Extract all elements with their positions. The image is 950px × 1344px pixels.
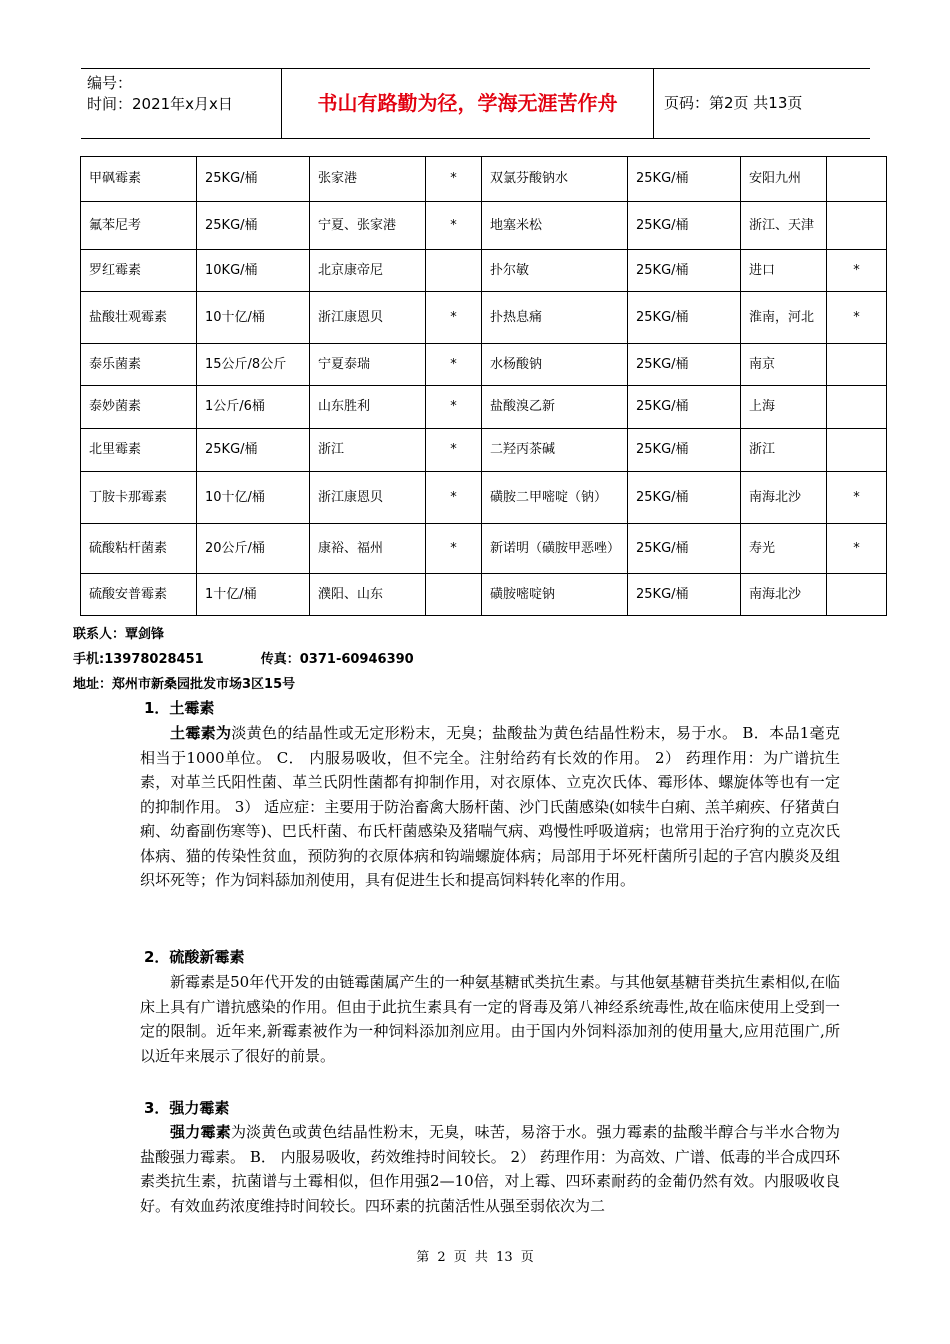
mark-cell	[827, 202, 887, 250]
contact-address: 地址：郑州市新桑园批发市场3区15号	[73, 677, 296, 692]
table-row	[81, 292, 887, 344]
product-name-cell: 扑尔敏	[482, 250, 628, 292]
table-row	[81, 157, 887, 202]
mark-cell: *	[426, 429, 482, 472]
contact-mobile: 手机:13978028451	[73, 652, 204, 667]
table-row	[81, 386, 887, 429]
mark-cell: *	[426, 386, 482, 429]
package-spec-cell: 25KG/桶	[628, 429, 741, 472]
mark-cell	[827, 429, 887, 472]
package-spec-cell: 25KG/桶	[628, 344, 741, 386]
table-row	[81, 344, 887, 386]
product-name-cell: 盐酸壮观霉素	[81, 292, 197, 344]
table-row	[81, 250, 887, 292]
mark-cell: *	[426, 157, 482, 202]
origin-cell: 寿光	[741, 524, 827, 574]
table-row	[81, 574, 887, 616]
product-name-cell: 双氯芬酸钠水	[482, 157, 628, 202]
mark-cell	[827, 344, 887, 386]
section-heading: 3．强力霉素	[144, 1099, 230, 1117]
product-name-cell: 扑热息痛	[482, 292, 628, 344]
package-spec-cell: 25KG/桶	[628, 292, 741, 344]
package-spec-cell: 10十亿/桶	[197, 292, 310, 344]
product-name-cell: 地塞米松	[482, 202, 628, 250]
mark-cell: *	[827, 292, 887, 344]
package-spec-cell: 25KG/桶	[628, 574, 741, 616]
product-name-cell: 泰妙菌素	[81, 386, 197, 429]
table-row	[81, 524, 887, 574]
section-paragraph: 新霉素是50年代开发的由链霉菌属产生的一种氨基糖甙类抗生素。与其他氨基糖苷类抗生素相似,在临床上具有广谱抗感染的作用。但由于此抗生素具有一定的肾毒及第八神经系统毒性,故在临床使用上受到一定的限制。近年来,新霉素被作为一种饲料添加剂应用。由于国内外饲料添加剂的使用量大,应用范围广,所以近年来展示了很好的前景。	[140, 973, 840, 1065]
table-row	[81, 429, 887, 472]
product-name-cell: 磺胺二甲嘧啶（钠）	[482, 472, 628, 524]
package-spec-cell: 10KG/桶	[197, 250, 310, 292]
mark-cell: *	[426, 472, 482, 524]
origin-cell: 浙江	[741, 429, 827, 472]
origin-cell: 康裕、福州	[310, 524, 426, 574]
mark-cell	[827, 157, 887, 202]
origin-cell: 上海	[741, 386, 827, 429]
package-spec-cell: 1公斤/6桶	[197, 386, 310, 429]
header-page-info: 页码：第2页 共13页	[664, 94, 803, 112]
section-paragraph: 土霉素为淡黄色的结晶性或无定形粉末，无臭；盐酸盐为黄色结晶性粉末，易于水。 B．本品1毫克相当于1000单位。 C． 内服易吸收，但不完全。注射给药有长效的作用。 2） 药理作用：为广谱抗生素，对革兰氏阳性菌、革兰氏阴性菌都有抑制作用，对衣原体、立克次氏体、霉形体、螺旋体等也有一定的抑制作用。 3） 适应症：主要用于防治畜禽大肠杆菌、沙门氏菌感染(如犊牛白痢、羔羊痢疾、仔猪黄白痢、幼畜副伤寒等)、巴氏杆菌、布氏杆菌感染及猪喘气病、鸡慢性呼吸道病；也常用于治疗狗的立克次氏体病、猫的传染性贫血，预防狗的衣原体病和钩端螺旋体病；局部用于坏死杆菌所引起的子宫内膜炎及组织坏死等；作为饲料舔加剂使用，具有促进生长和提高饲料转化率的作用。	[140, 724, 840, 889]
origin-cell: 宁夏、张家港	[310, 202, 426, 250]
origin-cell: 张家港	[310, 157, 426, 202]
product-name-cell: 甲砜霉素	[81, 157, 197, 202]
package-spec-cell: 25KG/桶	[628, 202, 741, 250]
origin-cell: 濮阳、山东	[310, 574, 426, 616]
contact-fax: 传真：0371-60946390	[260, 652, 414, 667]
package-spec-cell: 10十亿/桶	[197, 472, 310, 524]
origin-cell: 浙江	[310, 429, 426, 472]
header-number-label: 编号：	[87, 74, 133, 92]
product-name-cell: 罗红霉素	[81, 250, 197, 292]
mark-cell: *	[827, 250, 887, 292]
mark-cell	[827, 574, 887, 616]
mark-cell: *	[426, 344, 482, 386]
package-spec-cell: 1十亿/桶	[197, 574, 310, 616]
contact-mobile-fax	[73, 652, 414, 668]
package-spec-cell: 25KG/桶	[628, 386, 741, 429]
origin-cell: 安阳九州	[741, 157, 827, 202]
section-paragraph: 强力霉素为淡黄色或黄色结晶性粉末，无臭，味苦，易溶于水。强力霉素的盐酸半醇合与半水合物为盐酸强力霉素。 B． 内服易吸收，药效维持时间较长。 2） 药理作用：为高效、广谱、低毒的半合成四环素类抗生素，抗菌谱与土霉相似，但作用强2—10倍，对上霉、四环素耐药的金葡仍然有效。内服吸收良好。有效血药浓度维持时间较长。四环素的抗菌活性从强至弱依次为二	[140, 1123, 840, 1215]
origin-cell: 浙江、天津	[741, 202, 827, 250]
section-heading: 2．硫酸新霉素	[144, 948, 245, 966]
header-date: 时间：2021年x月x日	[87, 95, 233, 113]
origin-cell: 南海北沙	[741, 472, 827, 524]
package-spec-cell: 25KG/桶	[628, 472, 741, 524]
product-name-cell: 二羟丙茶碱	[482, 429, 628, 472]
package-spec-cell: 25KG/桶	[197, 157, 310, 202]
product-name-cell: 泰乐菌素	[81, 344, 197, 386]
mark-cell: *	[827, 472, 887, 524]
product-name-cell: 硫酸安普霉素	[81, 574, 197, 616]
contact-person: 联系人：覃剑锋	[73, 627, 165, 642]
page-header	[81, 68, 870, 139]
origin-cell: 北京康帝尼	[310, 250, 426, 292]
origin-cell: 南海北沙	[741, 574, 827, 616]
product-name-cell: 新诺明（磺胺甲恶唑）	[482, 524, 628, 574]
product-table	[80, 156, 887, 616]
origin-cell: 山东胜利	[310, 386, 426, 429]
mark-cell	[426, 574, 482, 616]
section-lead: 土霉素为	[170, 724, 232, 742]
page-footer: 第 2 页 共 13 页	[416, 1250, 534, 1265]
mark-cell: *	[426, 292, 482, 344]
section-lead: 强力霉素	[170, 1123, 231, 1141]
product-name-cell: 北里霉素	[81, 429, 197, 472]
table-row	[81, 472, 887, 524]
product-name-cell: 丁胺卡那霉素	[81, 472, 197, 524]
mark-cell: *	[827, 524, 887, 574]
mark-cell	[827, 386, 887, 429]
package-spec-cell: 15公斤/8公斤	[197, 344, 310, 386]
product-table-body	[81, 157, 887, 616]
mark-cell: *	[426, 524, 482, 574]
origin-cell: 进口	[741, 250, 827, 292]
package-spec-cell: 25KG/桶	[628, 250, 741, 292]
package-spec-cell: 25KG/桶	[628, 157, 741, 202]
product-name-cell: 氟苯尼考	[81, 202, 197, 250]
section-heading: 1．土霉素	[144, 699, 215, 717]
product-name-cell: 硫酸粘杆菌素	[81, 524, 197, 574]
package-spec-cell: 20公斤/桶	[197, 524, 310, 574]
origin-cell: 淮南，河北	[741, 292, 827, 344]
product-name-cell: 磺胺嘧啶钠	[482, 574, 628, 616]
package-spec-cell: 25KG/桶	[197, 202, 310, 250]
mark-cell	[426, 250, 482, 292]
header-meta	[81, 69, 282, 138]
origin-cell: 宁夏泰瑞	[310, 344, 426, 386]
package-spec-cell: 25KG/桶	[197, 429, 310, 472]
mark-cell: *	[426, 202, 482, 250]
origin-cell: 浙江康恩贝	[310, 472, 426, 524]
origin-cell: 浙江康恩贝	[310, 292, 426, 344]
origin-cell: 南京	[741, 344, 827, 386]
table-row	[81, 202, 887, 250]
package-spec-cell: 25KG/桶	[628, 524, 741, 574]
product-name-cell: 水杨酸钠	[482, 344, 628, 386]
product-name-cell: 盐酸溴乙新	[482, 386, 628, 429]
header-motto: 书山有路勤为径，学海无涯苦作舟	[282, 69, 654, 138]
